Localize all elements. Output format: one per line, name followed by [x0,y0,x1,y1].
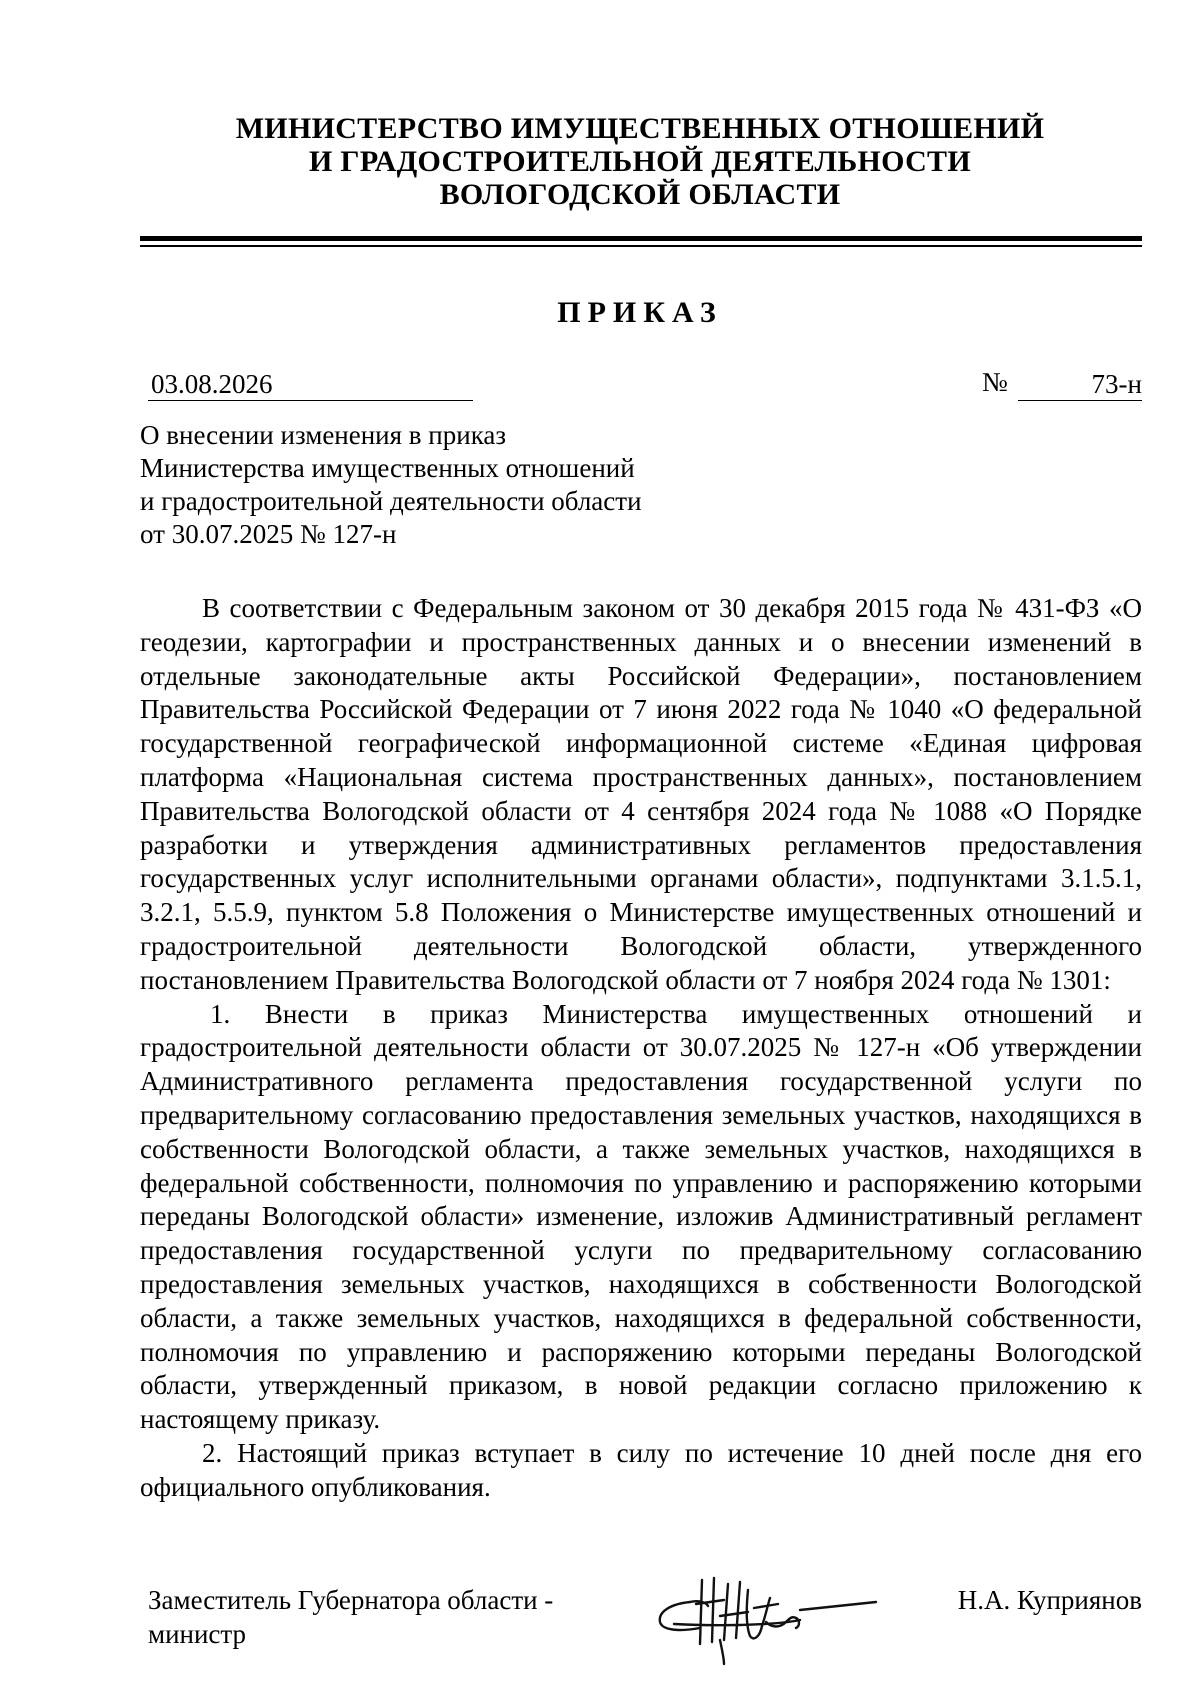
subject-line-3: и градостроительной деятельности области [140,486,642,516]
preamble-paragraph: В соответствии с Федеральным законом от 30 декабря 2015 года № 431-ФЗ «О геодезии, картографии и пространственных данных и о внесении изменений в отдельные законодательные акты Российской Федерации», постановлением Правительства Российской Федерации от 7 июня 2022 года № 1040 «О федеральной государственной географической информационной системе «Единая цифровая платформа «Национальная система пространственных данных», постановлением Правительства Вологодской области от 4 сентября 2024 года № 1088 «О Порядке разработки и утверждения административных регламентов предоставления государственных услуг исполнительными органами области», подпунктами 3.1.5.1, 3.2.1, 5.5.9, пунктом 5.8 Положения о Министерстве имущественных отношений и градостроительной деятельности Вологодской области, утвержденного постановлением Правительства Вологодской области от 7 ноября 2024 года № 1301: [140,593,1142,995]
ministry-name-line-2: И ГРАДОСТРОИТЕЛЬНОЙ ДЕЯТЕЛЬНОСТИ [309,145,971,178]
number-sign: № [982,367,1008,397]
document-body [140,592,1142,1505]
subject-line-4: от 30.07.2025 № 127-н [140,519,397,549]
clause-2-paragraph: 2. Настоящий приказ вступает в силу по истечение 10 дней после дня его официального опубликования. [140,1437,1142,1502]
clause-1-paragraph: 1. Внести в приказ Министерства имущественных отношений и градостроительной деятельности области от 30.07.2025 № 127-н «Об утверждении Административного регламента предоставления государственной услуги по предварительному согласованию предоставления земельных участков, находящихся в собственности Вологодской области, а также земельных участков, находящихся в федеральной собственности, полномочия по управлению и распоряжению которыми переданы Вологодской области» изменение, изложив Административный регламент предоставления государственной услуги по предварительному согласованию предоставления земельных участков, находящихся в собственности Вологодской области, а также земельных участков, находящихся в федеральной собственности, полномочия по управлению и распоряжению которыми переданы Вологодской области, утвержденный приказом, в новой редакции согласно приложению к настоящему приказу. [140,998,1142,1435]
ministry-name-line-3: ВОЛОГОДСКОЙ ОБЛАСТИ [439,178,841,211]
document-type-title: ПРИКАЗ [557,296,723,329]
document-number: 73-н [1018,368,1142,401]
ministry-name-line-1: МИНИСТЕРСТВО ИМУЩЕСТВЕННЫХ ОТНОШЕНИЙ [235,112,1045,145]
signatory-position-line-2: министр [148,1619,247,1649]
subject-line-2: Министерства имущественных отношений [140,453,635,483]
document-subject [140,419,700,551]
signatory-position-line-1: Заместитель Губернатора области - [148,1585,554,1615]
header-divider-thin [140,245,1142,247]
handwritten-signature [650,1560,880,1670]
signatory-name: Н.А. Куприянов [957,1585,1142,1615]
document-date: 03.08.2026 [148,368,473,401]
ministry-header [140,112,1140,211]
subject-line-1: О внесении изменения в приказ [140,420,507,450]
signatory-position [148,1583,553,1651]
header-divider-thick [140,236,1142,241]
